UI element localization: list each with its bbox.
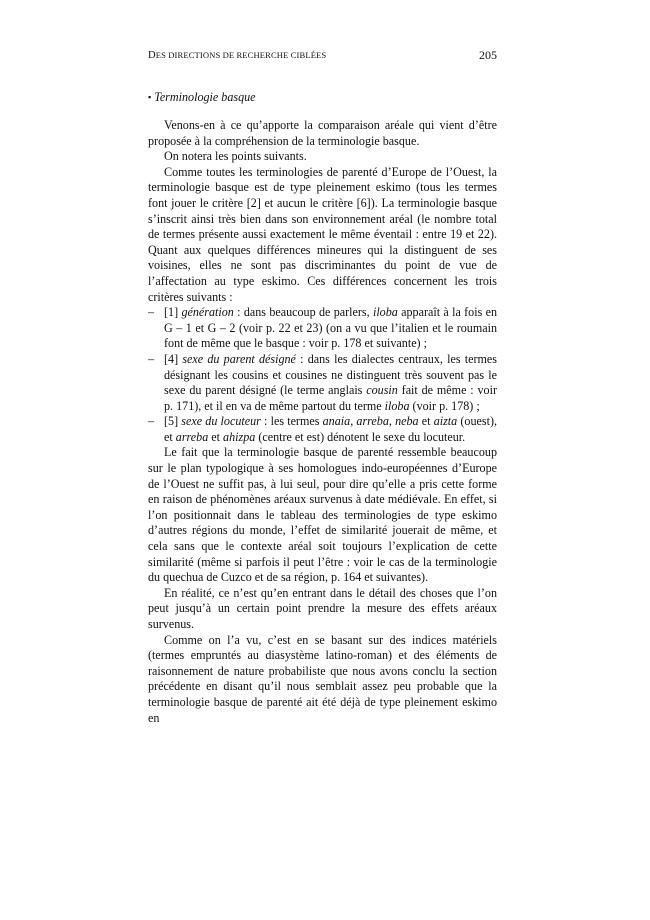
page-header bbox=[148, 48, 497, 64]
paragraph: Comme toutes les terminologies de parenté d’Europe de l’Ouest, la terminologie basque est de type pleinement eskimo (tous les termes font jouer le critère [2] et aucun le critère [6]). La terminologie basque s’inscrit ainsi très bien dans son environnement aréal (le nombre total de termes présente aussi exactement le même éventail : entre 19 et 22). Quant aux quelques différences mineures qui la distinguent de ses voisines, elles ne sont pas discriminantes du point de vue de l’affectation au type eskimo. Ces différences concernent les trois critères suivants : bbox=[148, 164, 497, 304]
running-head: DES DIRECTIONS DE RECHERCHE CIBLÉES bbox=[148, 50, 327, 61]
paragraph: Comme on l’a vu, c’est en se basant sur des indices matériels (termes empruntés au diasystème latino-roman) et des éléments de raisonnement de nature probabiliste que nous avons conclu la section précédente en disant qu’il nous semblait assez peu probable que la terminologie basque de parenté ait été déjà de type pleinement eskimo en bbox=[148, 632, 497, 725]
dash-bullet: – bbox=[148, 351, 155, 366]
page-number: 205 bbox=[479, 48, 497, 62]
paragraph: Venons-en à ce qu’apporte la comparaison aréale qui vient d’être proposée à la compréhension de la terminologie basque. bbox=[148, 118, 497, 148]
list-item: – [1] génération : dans beaucoup de parlers, iloba apparaît à la fois en G – 1 et G – 2 (voir p. 22 et 23) (on a vu que l’italien et le roumain font de même que le basque : voir p. 178 et suivante) ; bbox=[148, 305, 497, 351]
section-heading bbox=[148, 90, 256, 105]
criteria-list bbox=[148, 305, 497, 445]
paragraph: Le fait que la terminologie basque de parenté ressemble beaucoup sur le plan typologique à ses homologues indo-européennes d’Europe de l’Ouest ne suffit pas, à lui seul, pour dire qu’elle a pris cette forme en raison de phénomènes aréaux survenus à date médiévale. En effet, si l’on positionnait dans le tableau des terminologies de type eskimo d’autres régions du monde, l’effet de similarité jouerait de même, et cela sans que le contexte aréal soit toujours l’explication de cette similarité (même si parfois il peut l’être : voir le cas de la terminologie du quechua de Cuzco et de sa région, p. 164 et suivantes). bbox=[148, 445, 497, 585]
list-item: – [5] sexe du locuteur : les termes anaia, arreba, neba et aizta (ouest), et arreba et ahizpa (centre et est) dénotent le sexe du locuteur. bbox=[148, 414, 498, 444]
square-bullet-icon: ▪ bbox=[148, 92, 152, 102]
list-item: – [4] sexe du parent désigné : dans les dialectes centraux, les termes désignant les cousins et cousines ne distinguent très souvent pas le sexe du parent désigné (le terme anglais cousin fait de même : voir p. 171), et il en va de même partout du terme iloba (voir p. 178) ; bbox=[148, 351, 497, 413]
dash-bullet: – bbox=[148, 414, 155, 429]
section-title: Terminologie basque bbox=[154, 90, 256, 104]
paragraph: On notera les points suivants. bbox=[164, 149, 307, 164]
dash-bullet: – bbox=[148, 305, 155, 320]
body-text bbox=[148, 118, 497, 726]
paragraph: En réalité, ce n’est qu’en entrant dans le détail des choses que l’on peut jusqu’à un certain point prendre la mesure des effets aréaux survenus. bbox=[148, 585, 497, 631]
